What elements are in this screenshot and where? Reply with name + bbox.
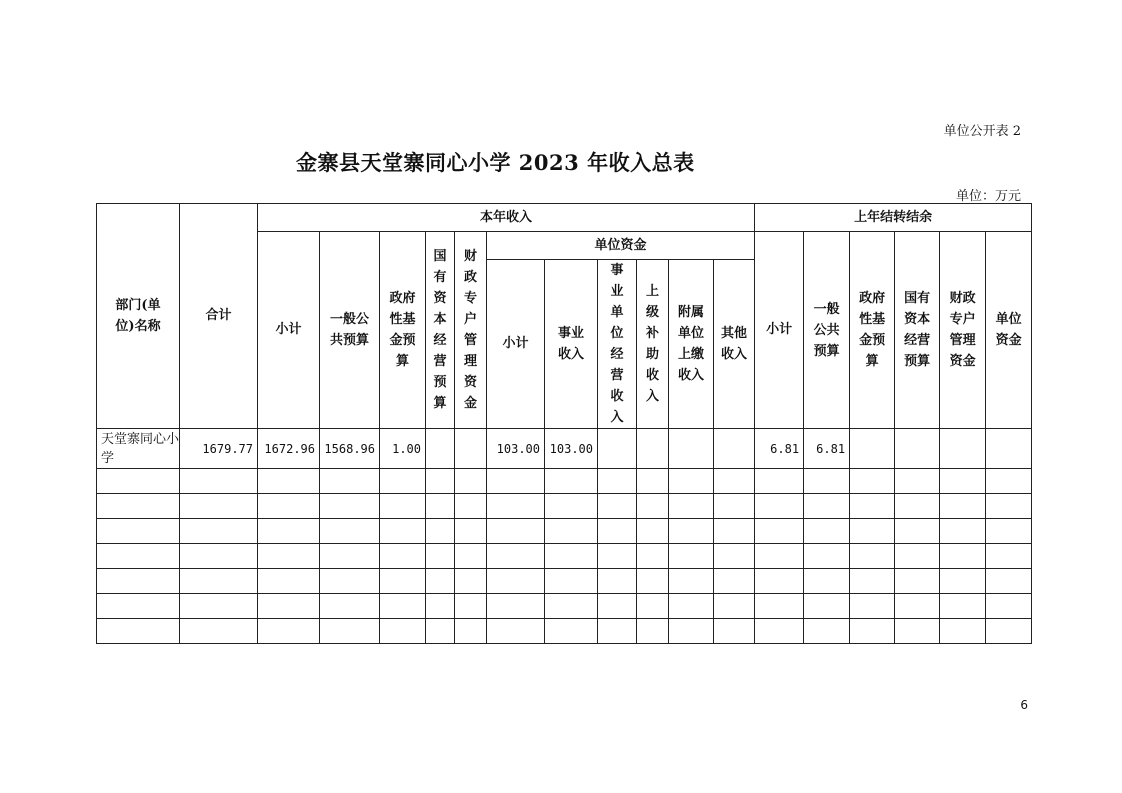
header-dept-name: 部门(单位)名称 [97,204,180,429]
row-cur-general: 1568.96 [320,429,380,469]
row-co-fiscal-special [940,429,986,469]
row-co-general: 6.81 [804,429,850,469]
header-uf-superior-subsidy: 上级补助收入 [637,260,669,429]
header-total: 合计 [180,204,258,429]
header-co-gov-fund-budget: 政府性基金预算 [850,232,895,429]
header-cur-subtotal: 小计 [258,232,320,429]
table-row [97,569,1032,594]
row-cur-fiscal-special [455,429,487,469]
header-cur-general-budget: 一般公共预算 [320,232,380,429]
row-uf-subsidy [637,429,669,469]
header-co-subtotal: 小计 [755,232,804,429]
row-cur-subtotal: 1672.96 [258,429,320,469]
row-cur-state-capital [426,429,455,469]
row-uf-business: 103.00 [545,429,598,469]
unit-label: 单位：万元 [955,189,1021,204]
table-row [97,619,1032,644]
page-title: 金寨县天堂寨同心小学 2023 年收入总表 [296,150,695,175]
row-dept-name: 天堂寨同心小学 [97,429,180,469]
revenue-table [96,203,1032,644]
row-uf-subtotal: 103.00 [487,429,545,469]
row-total: 1679.77 [180,429,258,469]
row-co-gov-fund [850,429,895,469]
header-current-year-revenue: 本年收入 [258,204,755,232]
row-uf-affiliated [669,429,714,469]
header-uf-operating-income: 事业单位经营收入 [598,260,637,429]
table-row [97,469,1032,494]
table-row [97,544,1032,569]
table-row [97,494,1032,519]
header-cur-state-capital-budget: 国有资本经营预算 [426,232,455,429]
header-cur-gov-fund-budget: 政府性基金预算 [380,232,426,429]
form-number: 单位公开表 2 [943,124,1021,139]
header-co-state-capital-budget: 国有资本经营预算 [895,232,940,429]
row-uf-operating [598,429,637,469]
row-uf-other [714,429,755,469]
row-co-unit-funds [986,429,1032,469]
header-uf-subtotal: 小计 [487,260,545,429]
header-uf-affiliated-remittance: 附属单位上缴收入 [669,260,714,429]
row-co-state-capital [895,429,940,469]
header-cur-fiscal-special-account: 财政专户管理资金 [455,232,487,429]
page-number: 6 [1020,698,1028,712]
header-co-unit-funds: 单位资金 [986,232,1032,429]
header-unit-funds: 单位资金 [487,232,755,260]
table-row [97,594,1032,619]
table-row [97,429,1032,469]
header-carryover-balance: 上年结转结余 [755,204,1032,232]
header-uf-business-income: 事业收入 [545,260,598,429]
row-co-subtotal: 6.81 [755,429,804,469]
row-cur-gov-fund: 1.00 [380,429,426,469]
header-co-general-budget: 一般公共预算 [804,232,850,429]
header-co-fiscal-special-account: 财政专户管理资金 [940,232,986,429]
table-row [97,519,1032,544]
header-uf-other-income: 其他收入 [714,260,755,429]
